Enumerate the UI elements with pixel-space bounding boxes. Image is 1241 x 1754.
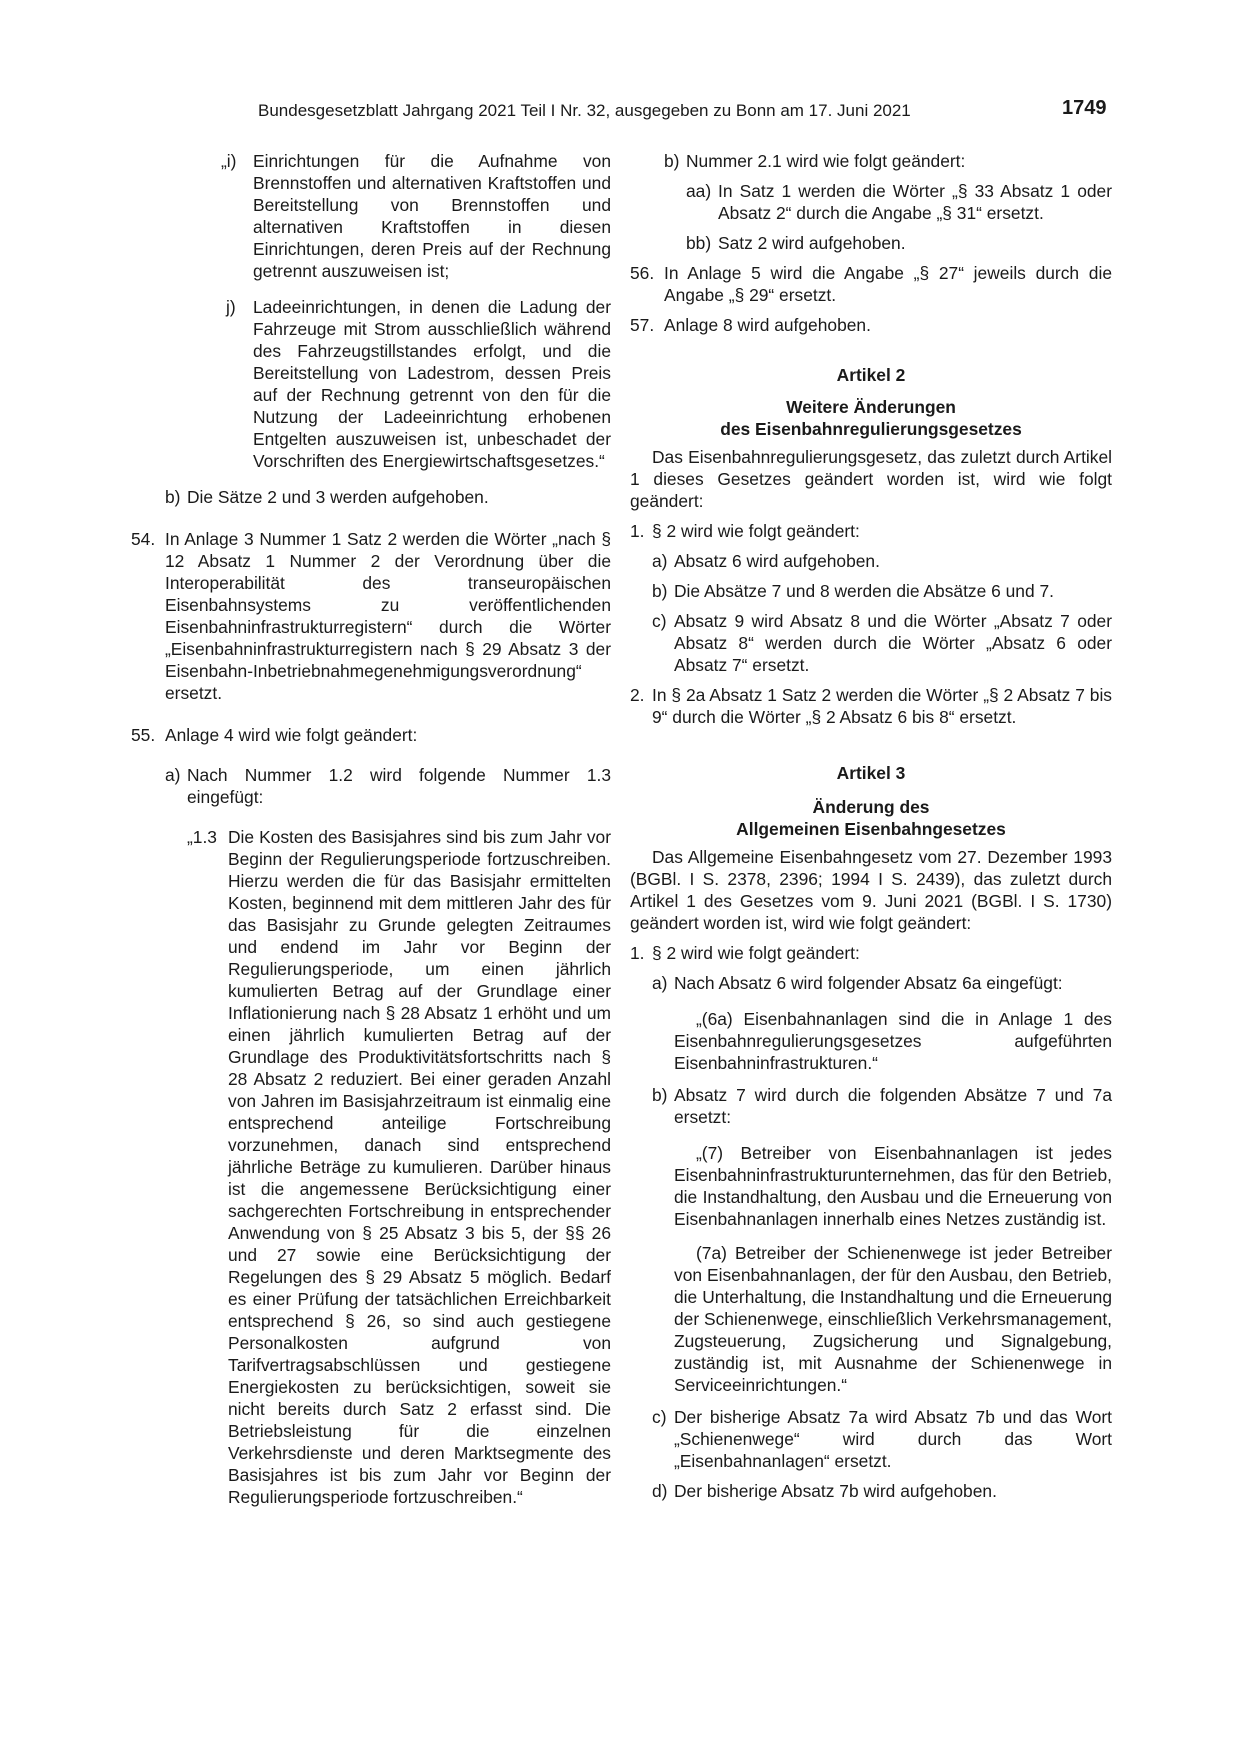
item-57 — [630, 314, 1112, 336]
item-55 — [131, 724, 611, 746]
item-label: 1. — [630, 521, 645, 541]
article-3-title: Artikel 3 — [836, 763, 906, 783]
article-3-subtitle-line-2: Allgemeinen Eisenbahngesetzes — [736, 819, 1006, 839]
item-text: In Anlage 5 wird die Angabe „§ 27“ jeweils durch die Angabe „§ 29“ ersetzt. — [664, 263, 1112, 305]
item-text: Ladeeinrichtungen, in denen die Ladung der Fahrzeuge mit Strom ausschließlich während des Fahrzeugstillstandes erfolgt, und die Bereitstellung von Ladestrom, dessen Preis auf der Rechnung getrennt von den für die Nutzung der Ladeeinrichtung erhobenen Entgelten auszuweisen ist, unbeschadet der Vorschriften des Energiewirtschaftsgesetzes.“ — [253, 297, 611, 471]
item-label: a) — [652, 551, 668, 571]
item-54 — [131, 528, 611, 704]
article-2-intro: Das Eisenbahnregulierungsgesetz, das zuletzt durch Artikel 1 dieses Gesetzes geändert worden ist, wird wie folgt geändert: — [630, 447, 1112, 511]
item-text: Absatz 9 wird Absatz 8 und die Wörter „Absatz 7 oder Absatz 8“ werden durch die Wörter „Absatz 6 oder Absatz 7“ ersetzt. — [674, 611, 1112, 675]
item-label: c) — [652, 1407, 667, 1427]
item-i — [221, 150, 611, 282]
item-aa — [686, 180, 1112, 224]
item-text: In Satz 1 werden die Wörter „§ 33 Absatz 1 oder Absatz 2“ durch die Angabe „§ 31“ ersetzt. — [718, 181, 1112, 223]
item-label: 57. — [630, 315, 655, 335]
item-text: Absatz 7 wird durch die folgenden Absätze 7 und 7a ersetzt: — [674, 1085, 1112, 1127]
item-label: „1.3 — [187, 827, 217, 847]
art2-item-1 — [630, 520, 1112, 542]
item-label: b) — [165, 487, 181, 507]
item-label: aa) — [686, 181, 712, 201]
item-text: Die Absätze 7 und 8 werden die Absätze 6 und 7. — [674, 581, 1054, 601]
art3-quote-7: „(7) Betreiber von Eisenbahnanlagen ist jedes Eisenbahninfrastrukturunternehmen, das für den Betrieb, die Instandhaltung, den Ausbau und die Erneuerung von Eisenbahnanlagen innerhalb eines Netzes zuständig ist. — [674, 1143, 1112, 1229]
article-3-intro: Das Allgemeine Eisenbahngesetz vom 27. Dezember 1993 (BGBl. I S. 2378, 2396; 1994 I S. 2439), das zuletzt durch Artikel 1 des Gesetzes vom 9. Juni 2021 (BGBl. I S. 1730) geändert worden ist, wird wie folgt geändert: — [630, 847, 1112, 933]
article-2-subtitle-line-1: Weitere Änderungen — [786, 397, 956, 417]
item-label: d) — [652, 1481, 668, 1501]
item-j — [226, 296, 611, 472]
item-label: c) — [652, 611, 667, 631]
item-label: bb) — [686, 233, 712, 253]
item-text: Nach Absatz 6 wird folgender Absatz 6a eingefügt: — [674, 973, 1063, 993]
item-text: § 2 wird wie folgt geändert: — [652, 943, 860, 963]
running-title: Bundesgesetzblatt Jahrgang 2021 Teil I Nr. 32, ausgegeben zu Bonn am 17. Juni 2021 — [258, 101, 911, 120]
item-label: 1. — [630, 943, 645, 963]
item-text: Die Sätze 2 und 3 werden aufgehoben. — [187, 487, 489, 507]
item-label: b) — [664, 151, 680, 171]
item-1-3 — [187, 826, 611, 1508]
item-56 — [630, 262, 1112, 306]
item-text: Der bisherige Absatz 7b wird aufgehoben. — [674, 1481, 997, 1501]
item-b-nummer-2-1 — [664, 150, 1112, 172]
art2-item-2 — [630, 684, 1112, 728]
article-2-title: Artikel 2 — [836, 365, 906, 385]
item-label: 2. — [630, 685, 645, 705]
page-header — [0, 97, 1241, 124]
art3-quote-7a: (7a) Betreiber der Schienenwege ist jeder Betreiber von Eisenbahnanlagen, der für den Ausbau, den Betrieb, die Unterhaltung, die Instandhaltung und die Erneuerung der Schienenwege, einschließlich Verkehrsmanagement, Zugsteuerung, Zugsicherung und Signalgebung, zuständig ist, mit Ausnahme der Schienenwege in Serviceeinrichtungen.“ — [674, 1243, 1112, 1395]
article-2-subtitle-line-2: des Eisenbahnregulierungsgesetzes — [720, 419, 1022, 439]
art2-item-1a — [652, 550, 1112, 572]
item-text: Absatz 6 wird aufgehoben. — [674, 551, 880, 571]
item-text: Die Kosten des Basisjahres sind bis zum Jahr vor Beginn der Regulierungsperiode fortzuschreiben. Hierzu werden die für das Basisjahr ermittelten Kosten, beginnend mit dem mittleren Jahr des für das Basisjahr zu Grunde gelegten Zeitraumes und endend im Jahr vor Beginn der Regulierungsperiode, um einen jährlich kumulierten Betrag auf der Grundlage einer Inflationierung nach § 28 Absatz 1 erhöht und um einen jährlich kumulierten Betrag auf der Grundlage des Produktivitätsfortschritts nach § 28 Absatz 2 reduziert. Bei einer geraden Anzahl von Jahren im Basisjahrzeitraum ist einmalig eine entsprechend anteilige Fortschreibung vorzunehmen, danach sind entsprechend jährliche Beträge zu kumulieren. Darüber hinaus ist die angemessene Berücksichtigung einer sachgerechten Fortschreibung in entsprechender Anwendung von § 25 Absatz 3 bis 5, der §§ 26 und 27 sowie eine Berücksichtigung der Regelungen des § 29 Absatz 5 möglich. Bedarf es einer Prüfung der tatsächlichen Erreichbarkeit entsprechend § 26, so sind auch gestiegene Personalkosten aufgrund von Tarifvertragsabschlüssen und gestiegene Energiekosten zu berücksichtigen, soweit sie nicht bereits durch Satz 2 erfasst sind. Die Betriebsleistung für die einzelnen Verkehrsdienste und deren Marktsegmente des Basisjahres ist bis zum Jahr vor Beginn der Regulierungsperiode fortzuschreiben.“ — [228, 827, 611, 1507]
item-text: Satz 2 wird aufgehoben. — [718, 233, 906, 253]
right-column — [630, 150, 1112, 1502]
art3-quote-6a: „(6a) Eisenbahnanlagen sind die in Anlage 1 des Eisenbahnregulierungsgesetzes aufgeführten Eisenbahninfrastrukturen.“ — [674, 1009, 1112, 1073]
item-label: a) — [652, 973, 668, 993]
item-text: Einrichtungen für die Aufnahme von Brennstoffen und alternativen Kraftstoffen und Bereitstellung von Brennstoffen und alternativen Kraftstoffen in diesen Einrichtungen, deren Preis auf der Rechnung getrennt auszuweisen ist; — [253, 151, 611, 281]
item-text: Nummer 2.1 wird wie folgt geändert: — [686, 151, 966, 171]
item-label: 56. — [630, 263, 655, 283]
article-3-subtitle-line-1: Änderung des — [812, 797, 930, 817]
art2-item-1b — [652, 580, 1112, 602]
art3-item-1 — [630, 942, 1112, 964]
item-text: Anlage 8 wird aufgehoben. — [664, 315, 871, 335]
art3-item-1a — [652, 972, 1112, 994]
item-label: 55. — [131, 725, 156, 745]
art2-item-1c — [652, 610, 1112, 676]
item-label: b) — [652, 1085, 668, 1105]
item-text: § 2 wird wie folgt geändert: — [652, 521, 860, 541]
item-label: „i) — [221, 151, 237, 171]
art3-item-1b — [652, 1084, 1112, 1128]
item-bb — [686, 232, 1112, 254]
item-text: Nach Nummer 1.2 wird folgende Nummer 1.3 eingefügt: — [187, 765, 611, 807]
left-column — [131, 150, 611, 1508]
item-label: b) — [652, 581, 668, 601]
item-text: In § 2a Absatz 1 Satz 2 werden die Wörter „§ 2 Absatz 7 bis 9“ durch die Wörter „§ 2 Absatz 6 bis 8“ ersetzt. — [652, 685, 1112, 727]
item-55a — [165, 764, 611, 808]
item-label: 54. — [131, 529, 156, 549]
item-label: j) — [226, 297, 236, 317]
item-text: In Anlage 3 Nummer 1 Satz 2 werden die Wörter „nach § 12 Absatz 1 Nummer 2 der Verordnung über die Interoperabilität des transeuropäischen Eisenbahnsystems zu veröffentlichenden Eisenbahninfrastrukturregistern“ durch die Wörter „Eisenbahninfrastrukturregistern nach § 29 Absatz 3 der Eisenbahn-Inbetriebnahmegenehmigungsverordnung“ ersetzt. — [165, 529, 611, 703]
art3-item-1c — [652, 1406, 1112, 1472]
item-text: Der bisherige Absatz 7a wird Absatz 7b und das Wort „Schienenwege“ wird durch das Wort „Eisenbahnanlagen“ ersetzt. — [674, 1407, 1112, 1471]
item-b — [165, 486, 611, 508]
art3-item-1d — [652, 1480, 1112, 1502]
item-text: Anlage 4 wird wie folgt geändert: — [165, 725, 418, 745]
item-label: a) — [165, 765, 181, 785]
page-number: 1749 — [1062, 97, 1107, 119]
